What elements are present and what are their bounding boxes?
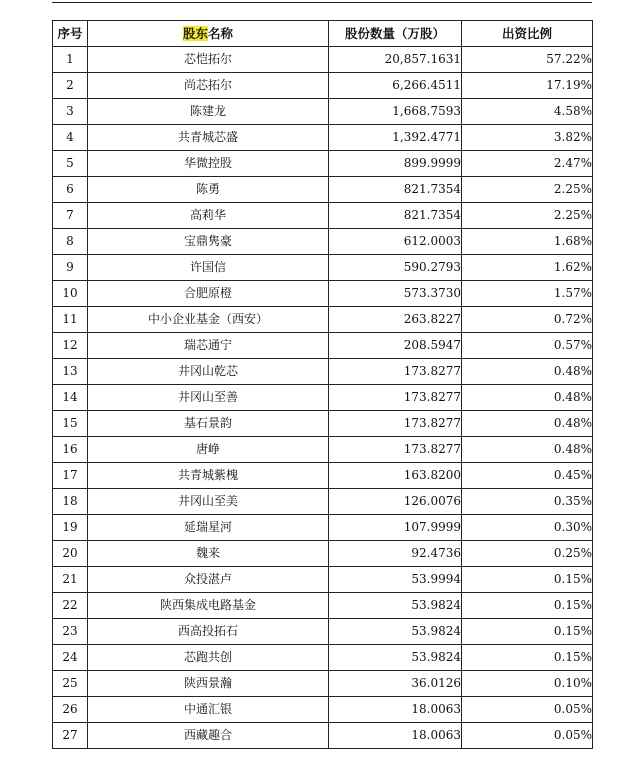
header-serial-number: 序号 xyxy=(53,21,88,47)
cell-shareholder-name: 延瑞星河 xyxy=(88,515,329,541)
cell-serial-number: 11 xyxy=(53,307,88,333)
cell-serial-number: 10 xyxy=(53,281,88,307)
cell-contribution-ratio: 0.48% xyxy=(462,437,593,463)
cell-contribution-ratio: 0.72% xyxy=(462,307,593,333)
cell-serial-number: 20 xyxy=(53,541,88,567)
cell-contribution-ratio: 0.10% xyxy=(462,671,593,697)
table-row xyxy=(53,411,593,437)
table-row xyxy=(53,333,593,359)
cell-shareholder-name: 宝鼎隽豪 xyxy=(88,229,329,255)
cell-shareholder-name: 井冈山至善 xyxy=(88,385,329,411)
cell-contribution-ratio: 0.25% xyxy=(462,541,593,567)
cell-contribution-ratio: 0.15% xyxy=(462,567,593,593)
table-row xyxy=(53,723,593,749)
cell-share-quantity: 821.7354 xyxy=(329,203,462,229)
table-row xyxy=(53,437,593,463)
table-row xyxy=(53,645,593,671)
cell-serial-number: 26 xyxy=(53,697,88,723)
cell-share-quantity: 126.0076 xyxy=(329,489,462,515)
cell-contribution-ratio: 1.68% xyxy=(462,229,593,255)
cell-serial-number: 23 xyxy=(53,619,88,645)
cell-share-quantity: 163.8200 xyxy=(329,463,462,489)
cell-serial-number: 25 xyxy=(53,671,88,697)
cell-contribution-ratio: 57.22% xyxy=(462,47,593,73)
cell-serial-number: 2 xyxy=(53,73,88,99)
cell-contribution-ratio: 4.58% xyxy=(462,99,593,125)
table-body xyxy=(53,47,593,749)
cell-serial-number: 22 xyxy=(53,593,88,619)
cell-serial-number: 4 xyxy=(53,125,88,151)
cell-shareholder-name: 尚芯拓尔 xyxy=(88,73,329,99)
cell-share-quantity: 263.8227 xyxy=(329,307,462,333)
cell-shareholder-name: 中通汇银 xyxy=(88,697,329,723)
cell-share-quantity: 173.8277 xyxy=(329,359,462,385)
cell-serial-number: 21 xyxy=(53,567,88,593)
table-row xyxy=(53,385,593,411)
table-row xyxy=(53,567,593,593)
table-row xyxy=(53,99,593,125)
cell-contribution-ratio: 1.57% xyxy=(462,281,593,307)
cell-contribution-ratio: 17.19% xyxy=(462,73,593,99)
cell-shareholder-name: 华微控股 xyxy=(88,151,329,177)
cell-contribution-ratio: 0.15% xyxy=(462,645,593,671)
cell-shareholder-name: 高莉华 xyxy=(88,203,329,229)
cell-shareholder-name: 共青城紫槐 xyxy=(88,463,329,489)
cell-shareholder-name: 瑞芯通宁 xyxy=(88,333,329,359)
cell-share-quantity: 18.0063 xyxy=(329,723,462,749)
cell-share-quantity: 92.4736 xyxy=(329,541,462,567)
table-row xyxy=(53,489,593,515)
cell-shareholder-name: 井冈山乾芯 xyxy=(88,359,329,385)
cell-shareholder-name: 陈建龙 xyxy=(88,99,329,125)
cell-contribution-ratio: 0.15% xyxy=(462,593,593,619)
cell-share-quantity: 821.7354 xyxy=(329,177,462,203)
table-row xyxy=(53,697,593,723)
cell-share-quantity: 1,668.7593 xyxy=(329,99,462,125)
cell-serial-number: 27 xyxy=(53,723,88,749)
table-row xyxy=(53,359,593,385)
cell-share-quantity: 899.9999 xyxy=(329,151,462,177)
table-row xyxy=(53,515,593,541)
cell-shareholder-name: 井冈山至美 xyxy=(88,489,329,515)
cell-share-quantity: 53.9994 xyxy=(329,567,462,593)
cell-share-quantity: 53.9824 xyxy=(329,593,462,619)
table-row xyxy=(53,151,593,177)
cell-contribution-ratio: 0.05% xyxy=(462,723,593,749)
table-row xyxy=(53,463,593,489)
cell-shareholder-name: 基石景韵 xyxy=(88,411,329,437)
table-row xyxy=(53,541,593,567)
cell-serial-number: 5 xyxy=(53,151,88,177)
cell-contribution-ratio: 2.47% xyxy=(462,151,593,177)
header-contribution-ratio: 出资比例 xyxy=(462,21,593,47)
cell-share-quantity: 590.2793 xyxy=(329,255,462,281)
cell-contribution-ratio: 0.35% xyxy=(462,489,593,515)
cell-contribution-ratio: 0.57% xyxy=(462,333,593,359)
table-row xyxy=(53,47,593,73)
cell-share-quantity: 36.0126 xyxy=(329,671,462,697)
cell-shareholder-name: 陕西景瀚 xyxy=(88,671,329,697)
table-row xyxy=(53,177,593,203)
header-share-quantity: 股份数量（万股） xyxy=(329,21,462,47)
cell-contribution-ratio: 0.48% xyxy=(462,385,593,411)
cell-serial-number: 6 xyxy=(53,177,88,203)
cell-contribution-ratio: 0.15% xyxy=(462,619,593,645)
cell-serial-number: 15 xyxy=(53,411,88,437)
cell-shareholder-name: 芯跑共创 xyxy=(88,645,329,671)
cell-contribution-ratio: 3.82% xyxy=(462,125,593,151)
cell-share-quantity: 53.9824 xyxy=(329,645,462,671)
cell-contribution-ratio: 2.25% xyxy=(462,177,593,203)
shareholder-table xyxy=(52,20,593,749)
table-row xyxy=(53,255,593,281)
cell-share-quantity: 208.5947 xyxy=(329,333,462,359)
cell-shareholder-name: 中小企业基金（西安） xyxy=(88,307,329,333)
cell-shareholder-name: 合肥原橙 xyxy=(88,281,329,307)
cell-shareholder-name: 众投湛卢 xyxy=(88,567,329,593)
cell-share-quantity: 107.9999 xyxy=(329,515,462,541)
cell-serial-number: 12 xyxy=(53,333,88,359)
cell-share-quantity: 173.8277 xyxy=(329,437,462,463)
cell-shareholder-name: 魏来 xyxy=(88,541,329,567)
cell-contribution-ratio: 0.45% xyxy=(462,463,593,489)
table-row xyxy=(53,73,593,99)
cell-shareholder-name: 西高投拓石 xyxy=(88,619,329,645)
cell-serial-number: 1 xyxy=(53,47,88,73)
highlighted-text: 股东 xyxy=(182,26,208,41)
table-row xyxy=(53,203,593,229)
table-row xyxy=(53,593,593,619)
cell-share-quantity: 612.0003 xyxy=(329,229,462,255)
table-header-row xyxy=(53,21,593,47)
cell-serial-number: 24 xyxy=(53,645,88,671)
cell-share-quantity: 53.9824 xyxy=(329,619,462,645)
cell-contribution-ratio: 0.05% xyxy=(462,697,593,723)
cell-serial-number: 9 xyxy=(53,255,88,281)
header-name-rest: 名称 xyxy=(208,26,234,41)
cell-shareholder-name: 许国信 xyxy=(88,255,329,281)
cell-contribution-ratio: 0.30% xyxy=(462,515,593,541)
cell-share-quantity: 6,266.4511 xyxy=(329,73,462,99)
cell-contribution-ratio: 1.62% xyxy=(462,255,593,281)
cell-serial-number: 8 xyxy=(53,229,88,255)
cell-share-quantity: 573.3730 xyxy=(329,281,462,307)
table-row xyxy=(53,619,593,645)
cell-serial-number: 14 xyxy=(53,385,88,411)
header-shareholder-name xyxy=(88,21,329,47)
cell-serial-number: 7 xyxy=(53,203,88,229)
cell-shareholder-name: 陕西集成电路基金 xyxy=(88,593,329,619)
cell-share-quantity: 173.8277 xyxy=(329,385,462,411)
table-row xyxy=(53,281,593,307)
cell-contribution-ratio: 0.48% xyxy=(462,359,593,385)
table-row xyxy=(53,307,593,333)
table-row xyxy=(53,229,593,255)
cell-contribution-ratio: 2.25% xyxy=(462,203,593,229)
cell-share-quantity: 1,392.4771 xyxy=(329,125,462,151)
cell-share-quantity: 173.8277 xyxy=(329,411,462,437)
cell-shareholder-name: 共青城芯盛 xyxy=(88,125,329,151)
top-border-line xyxy=(52,2,592,3)
cell-shareholder-name: 陈勇 xyxy=(88,177,329,203)
cell-serial-number: 13 xyxy=(53,359,88,385)
cell-serial-number: 16 xyxy=(53,437,88,463)
cell-share-quantity: 20,857.1631 xyxy=(329,47,462,73)
cell-contribution-ratio: 0.48% xyxy=(462,411,593,437)
cell-serial-number: 3 xyxy=(53,99,88,125)
cell-serial-number: 18 xyxy=(53,489,88,515)
table-row xyxy=(53,671,593,697)
cell-shareholder-name: 唐峥 xyxy=(88,437,329,463)
cell-serial-number: 17 xyxy=(53,463,88,489)
table-row xyxy=(53,125,593,151)
cell-shareholder-name: 芯恺拓尔 xyxy=(88,47,329,73)
cell-shareholder-name: 西藏趣合 xyxy=(88,723,329,749)
cell-share-quantity: 18.0063 xyxy=(329,697,462,723)
cell-serial-number: 19 xyxy=(53,515,88,541)
